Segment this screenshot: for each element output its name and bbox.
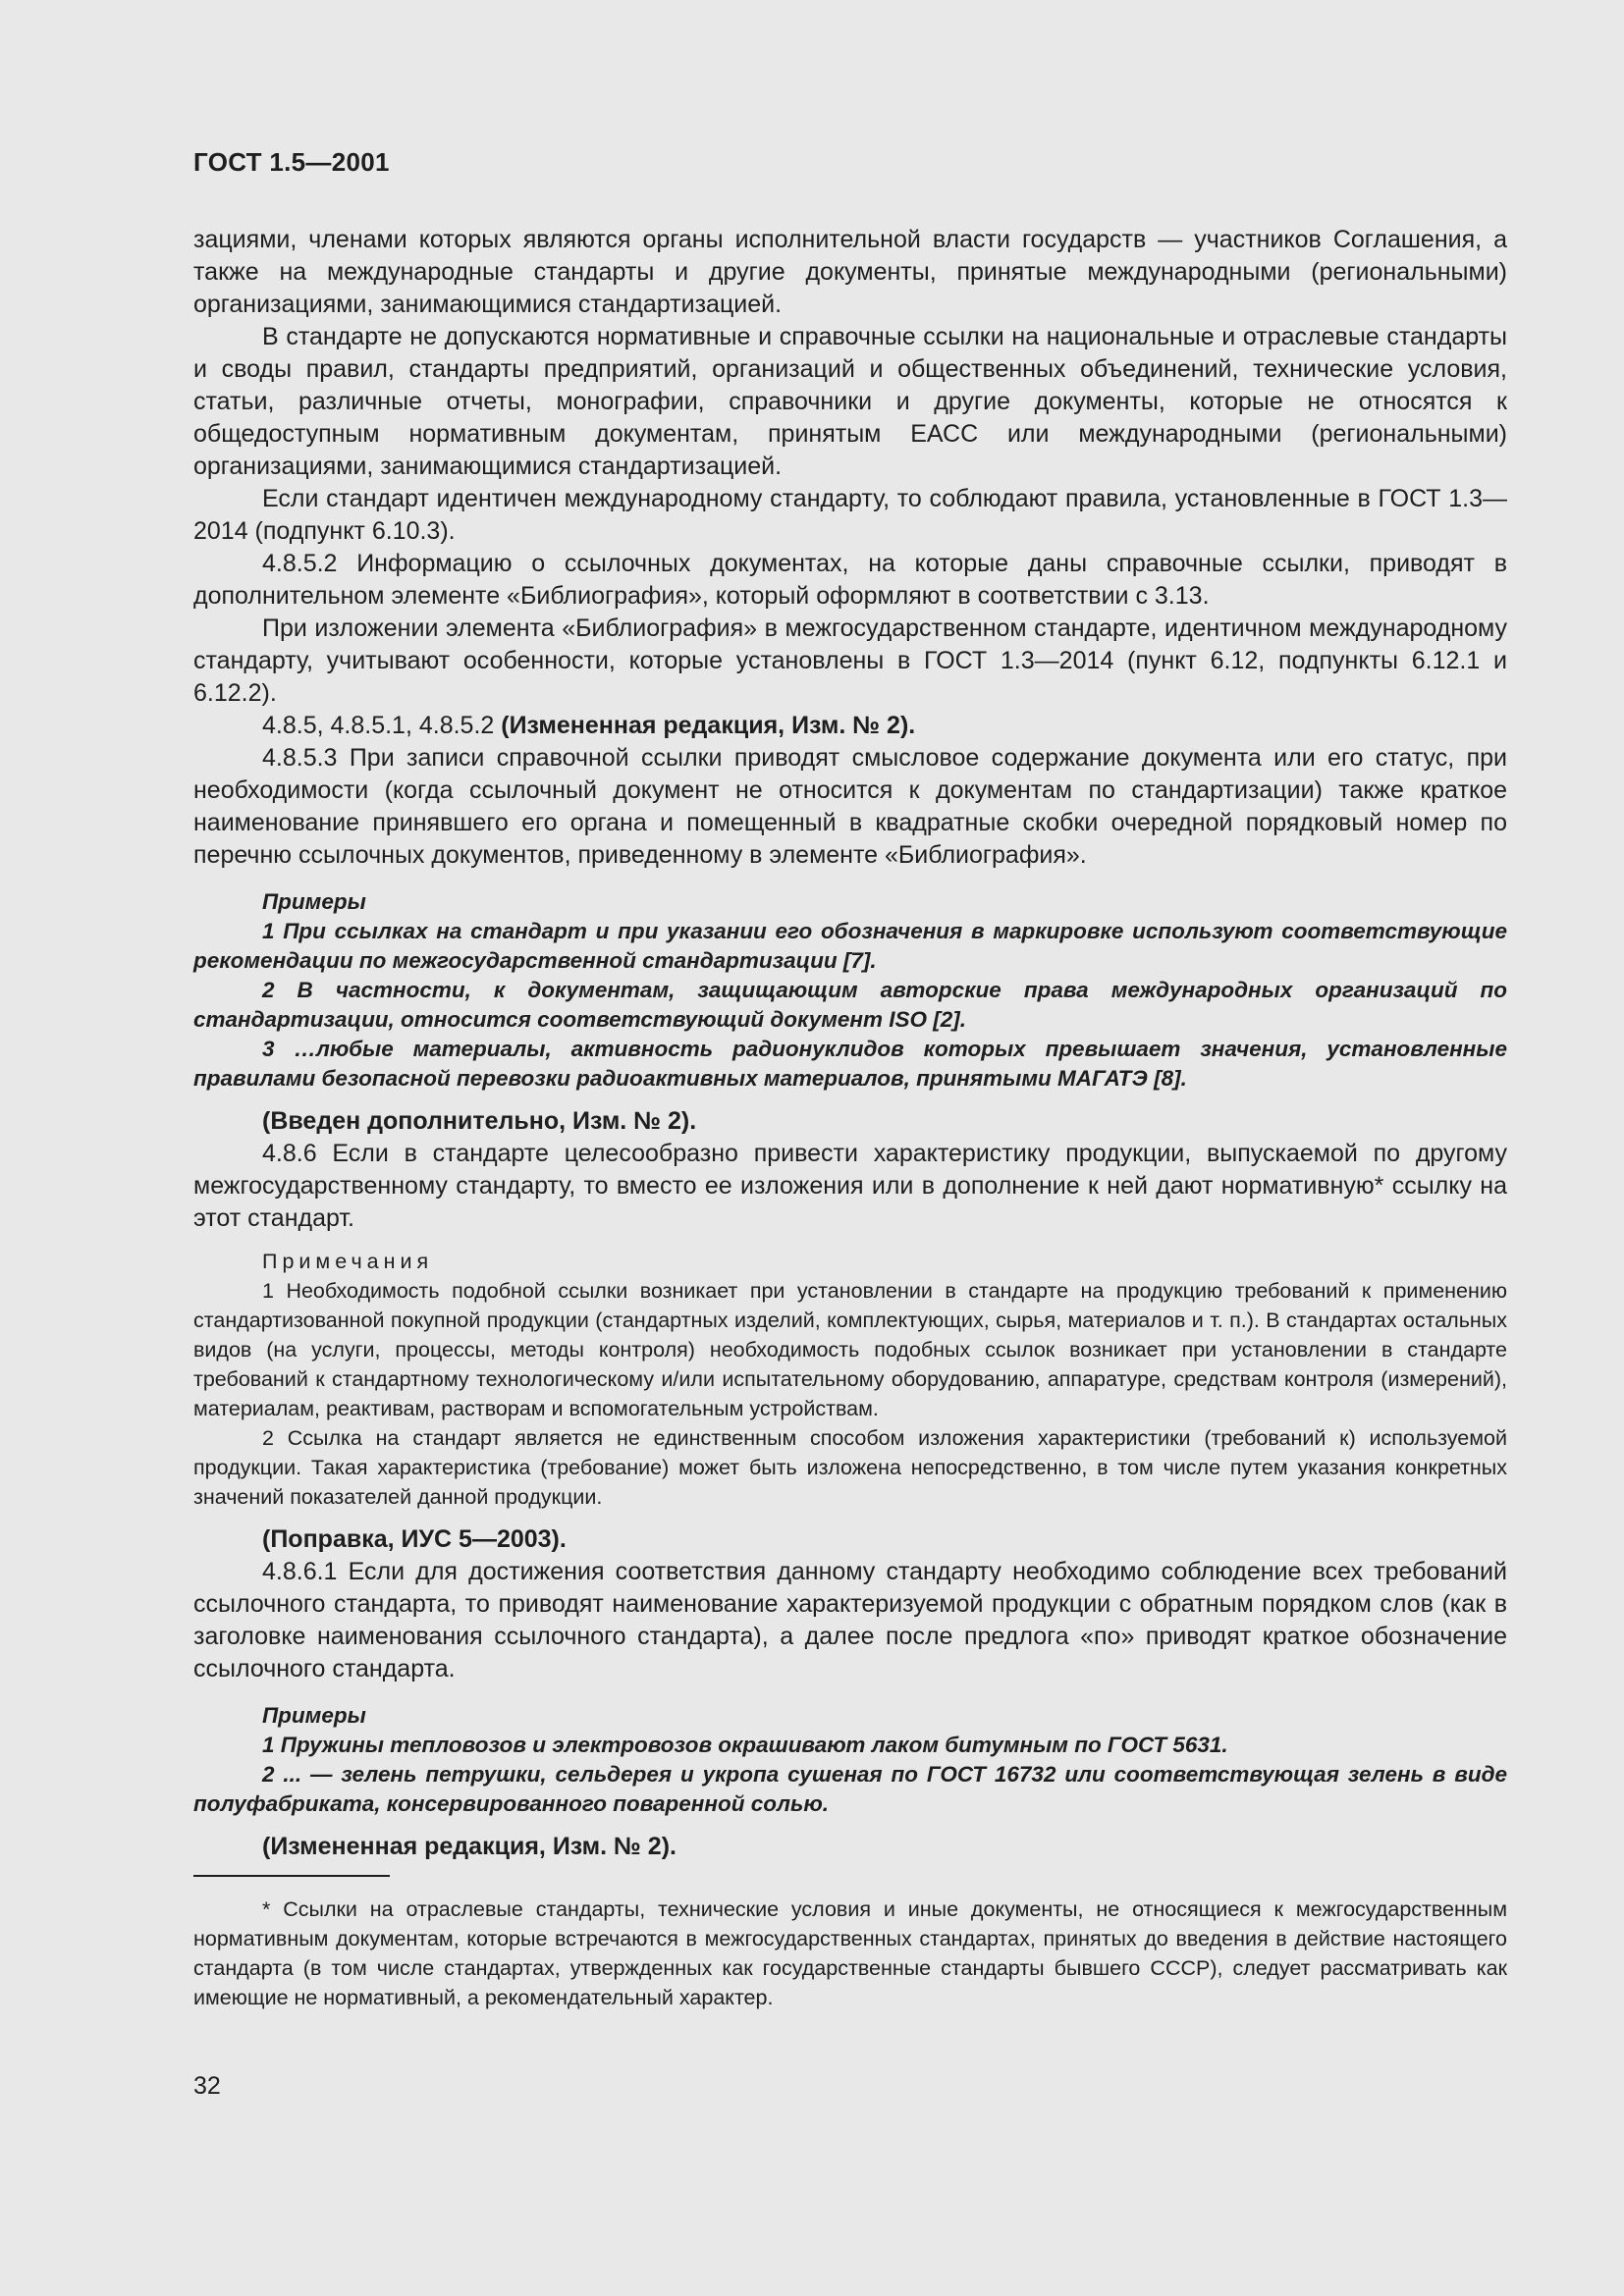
amendment-note-4-8-5 [193,710,1507,742]
paragraph-identical-standard: Если стандарт идентичен международному стандарту, то соблюдают правила, установленные в ГОСТ 1.3—2014 (подпункт 6.10.3). [193,485,1507,545]
footnote-separator [193,1875,390,1877]
page-number: 32 [193,2072,221,2100]
clause-4-8-6: 4.8.6 Если в стандарте целесообразно привести характеристику продукции, выпускаемой по другому межгосударственному стандарту, то вместо ее изложения или в дополнение к ней дают нормативную* ссылку на этот стандарт. [193,1140,1507,1232]
example-item: 2 ... — зелень петрушки, сельдерея и укропа сушеная по ГОСТ 16732 или соответствующая зелень в виде полуфабриката, консервированного поваренной солью. [193,1762,1507,1816]
paragraph-references-restriction: В стандарте не допускаются нормативные и справочные ссылки на национальные и отраслевые стандарты и своды правил, стандарты предприятий, организаций и общественных объединений, технические условия, статьи, различные отчеты, монографии, справочники и другие документы, которые не относятся к общедоступным нормативным документам, принятым ЕАСС или международными (региональными) организациями, занимающимися стандартизацией. [193,323,1507,480]
footnote: * Ссылки на отраслевые стандарты, технические условия и иные документы, не относящиеся к межгосударственным нормативным документам, которые встречаются в межгосударственных стандартах, принятых до введения в действие настоящего стандарта (в том числе стандартах, утвержденных как государственные стандарты бывшего СССР), следует рассматривать как имеющие не нормативный, а рекомендательный характер. [193,1897,1507,2009]
clause-4-8-6-1: 4.8.6.1 Если для достижения соответствия данному стандарту необходимо соблюдение всех требований ссылочного стандарта, то приводят наименование характеризуемой продукции с обратным порядком слов (как в заголовке наименования ссылочного стандарта), а далее после предлога «по» приводят краткое обозначение ссылочного стандарта. [193,1558,1507,1682]
amendment-label: (Измененная редакция, Изм. № 2). [501,712,916,739]
running-header: ГОСТ 1.5—2001 [193,147,390,177]
example-item: 1 При ссылках на стандарт и при указании его обозначения в маркировке используют соответствующие рекомендации по межгосударственной стандартизации [7]. [193,919,1507,973]
correction-note: (Поправка, ИУС 5—2003). [262,1525,567,1553]
amendment-note: (Измененная редакция, Изм. № 2). [262,1833,677,1860]
notes-block [193,1247,1507,1512]
paragraph-continuation: зациями, членами которых являются органы исполнительной власти государств — участников Соглашения, а также на международные стандарты и другие документы, принятые международными (региональными) организациями, занимающимися стандартизацией. [193,226,1507,318]
note-item: 2 Ссылка на стандарт является не единственным способом изложения характеристики (требований к) используемой продукции. Такая характеристика (требование) может быть изложена непосредственно, в том числе путем указания конкретных значений показателей данной продукции. [193,1426,1507,1509]
example-item: 3 …любые материалы, активность радионуклидов которых превышает значения, установленные правилами безопасной перевозки радиоактивных материалов, принятыми МАГАТЭ [8]. [193,1037,1507,1091]
example-item: 2 В частности, к документам, защищающим авторские права международных организаций по стандартизации, относится соответствующий документ ISO [2]. [193,978,1507,1032]
examples-title: Примеры [262,1703,366,1728]
clause-4-8-5-3: 4.8.5.3 При записи справочной ссылки приводят смысловое содержание документа или его статус, при необходимости (когда ссылочный документ не относится к документам по стандартизации) также краткое наименование принявшего его органа и помещенный в квадратные скобки очередной порядковый номер по перечню ссылочных документов, приведенному в элементе «Библиография». [193,744,1507,869]
clause-4-8-5-2: 4.8.5.2 Информацию о ссылочных документах, на которые даны справочные ссылки, приводят в дополнительном элементе «Библиография», который оформляют в соответствии с 3.13. [193,550,1507,610]
paragraph-bibliography: При изложении элемента «Библиография» в межгосударственном стандарте, идентичном международному стандарту, учитывают особенности, которые установлены в ГОСТ 1.3—2014 (пункт 6.12, подпункты 6.12.1 и 6.12.2). [193,614,1507,707]
amendment-clause-refs: 4.8.5, 4.8.5.1, 4.8.5.2 [262,712,502,739]
note-item: 1 Необходимость подобной ссылки возникает при установлении в стандарте на продукцию требований к применению стандартизованной покупной продукции (стандартных изделий, комплектующих, сырья, материалов и т. п.). В стандартах остальных видов (на услуги, процессы, методы контроля) необходимость подобных ссылок возникает при установлении в стандарте требований к стандартному технологическому и/или испытательному оборудованию, аппаратуре, средствам контроля (измерений), материалам, реактивам, растворам и вспомогательным устройствам. [193,1279,1507,1420]
examples-title: Примеры [262,889,366,914]
examples-block-2 [193,1701,1507,1819]
examples-block-1 [193,887,1507,1094]
amendment-note: (Введен дополнительно, Изм. № 2). [262,1107,697,1135]
notes-title: Примечания [262,1250,434,1273]
example-item: 1 Пружины тепловозов и электровозов окрашивают лаком битумным по ГОСТ 5631. [262,1733,1228,1757]
page-body [193,224,1507,2012]
